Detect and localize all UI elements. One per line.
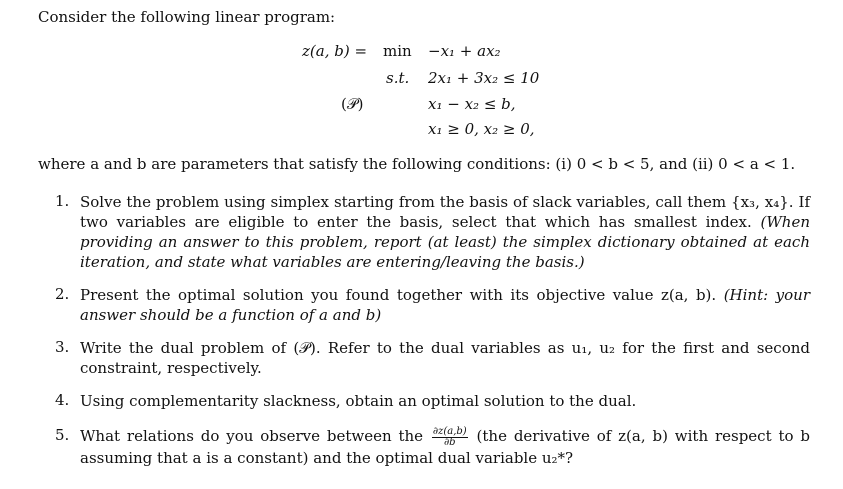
item-text: Using complementarity slackness, obtain an optimal solution to the dual. bbox=[80, 392, 637, 410]
lp-objective-lhs: z(a, b) = bbox=[302, 42, 368, 60]
lp-constraint-2: x₁ − x₂ ≤ b, bbox=[428, 95, 516, 113]
item-text: What relations do you observe between the bbox=[80, 427, 424, 445]
partial-derivative-fraction bbox=[432, 427, 468, 448]
item-number: 3. bbox=[55, 338, 70, 356]
lp-constraint-1: 2x₁ + 3x₂ ≤ 10 bbox=[428, 69, 540, 87]
fraction-denominator: ∂b bbox=[444, 436, 456, 448]
item-note: (Hint: your answer should be a function of a and b) bbox=[80, 286, 811, 324]
item-body bbox=[80, 338, 810, 378]
item-number: 2. bbox=[55, 285, 70, 303]
fraction-numerator: ∂z(a,b) bbox=[432, 425, 467, 437]
item-body bbox=[80, 426, 810, 468]
item-body bbox=[80, 391, 810, 411]
item-number: 4. bbox=[55, 391, 70, 409]
lp-objective: −x₁ + ax₂ bbox=[428, 42, 501, 60]
intro-text: Consider the following linear program: bbox=[38, 8, 336, 26]
item-body bbox=[80, 192, 810, 272]
item-text: Write the dual problem of (𝒫). Refer to the dual variables as u₁, u₂ for the first and second constraint, respectively. bbox=[80, 339, 810, 377]
item-number: 1. bbox=[55, 192, 70, 210]
item-note: (When providing an answer to this problem, report (at least) the simplex dictionary obtained at each iteration, and state what variables are entering/leaving the basis.) bbox=[80, 213, 810, 271]
item-text: Present the optimal solution you found together with its objective value z(a, b). bbox=[80, 286, 717, 304]
item-body bbox=[80, 285, 810, 325]
lp-min: min bbox=[383, 42, 412, 60]
lp-constraint-3: x₁ ≥ 0, x₂ ≥ 0, bbox=[428, 120, 535, 138]
lp-st: s.t. bbox=[386, 69, 410, 87]
item-text: Solve the problem using simplex starting from the basis of slack variables, call them {x₃, x₄}. If two variables are eligible to enter the basis, select that which has smallest index. bbox=[80, 193, 810, 231]
lp-label: (𝒫) bbox=[341, 95, 364, 113]
item-text-after: (the derivative of z(a, b) with respect to b assuming that a is a constant) and the optimal dual variable u₂*? bbox=[80, 427, 810, 467]
item-number: 5. bbox=[55, 426, 70, 444]
conditions-text: where a and b are parameters that satisfy the following conditions: (i) 0 < b < 5, and (ii) 0 < a < 1. bbox=[38, 155, 796, 173]
